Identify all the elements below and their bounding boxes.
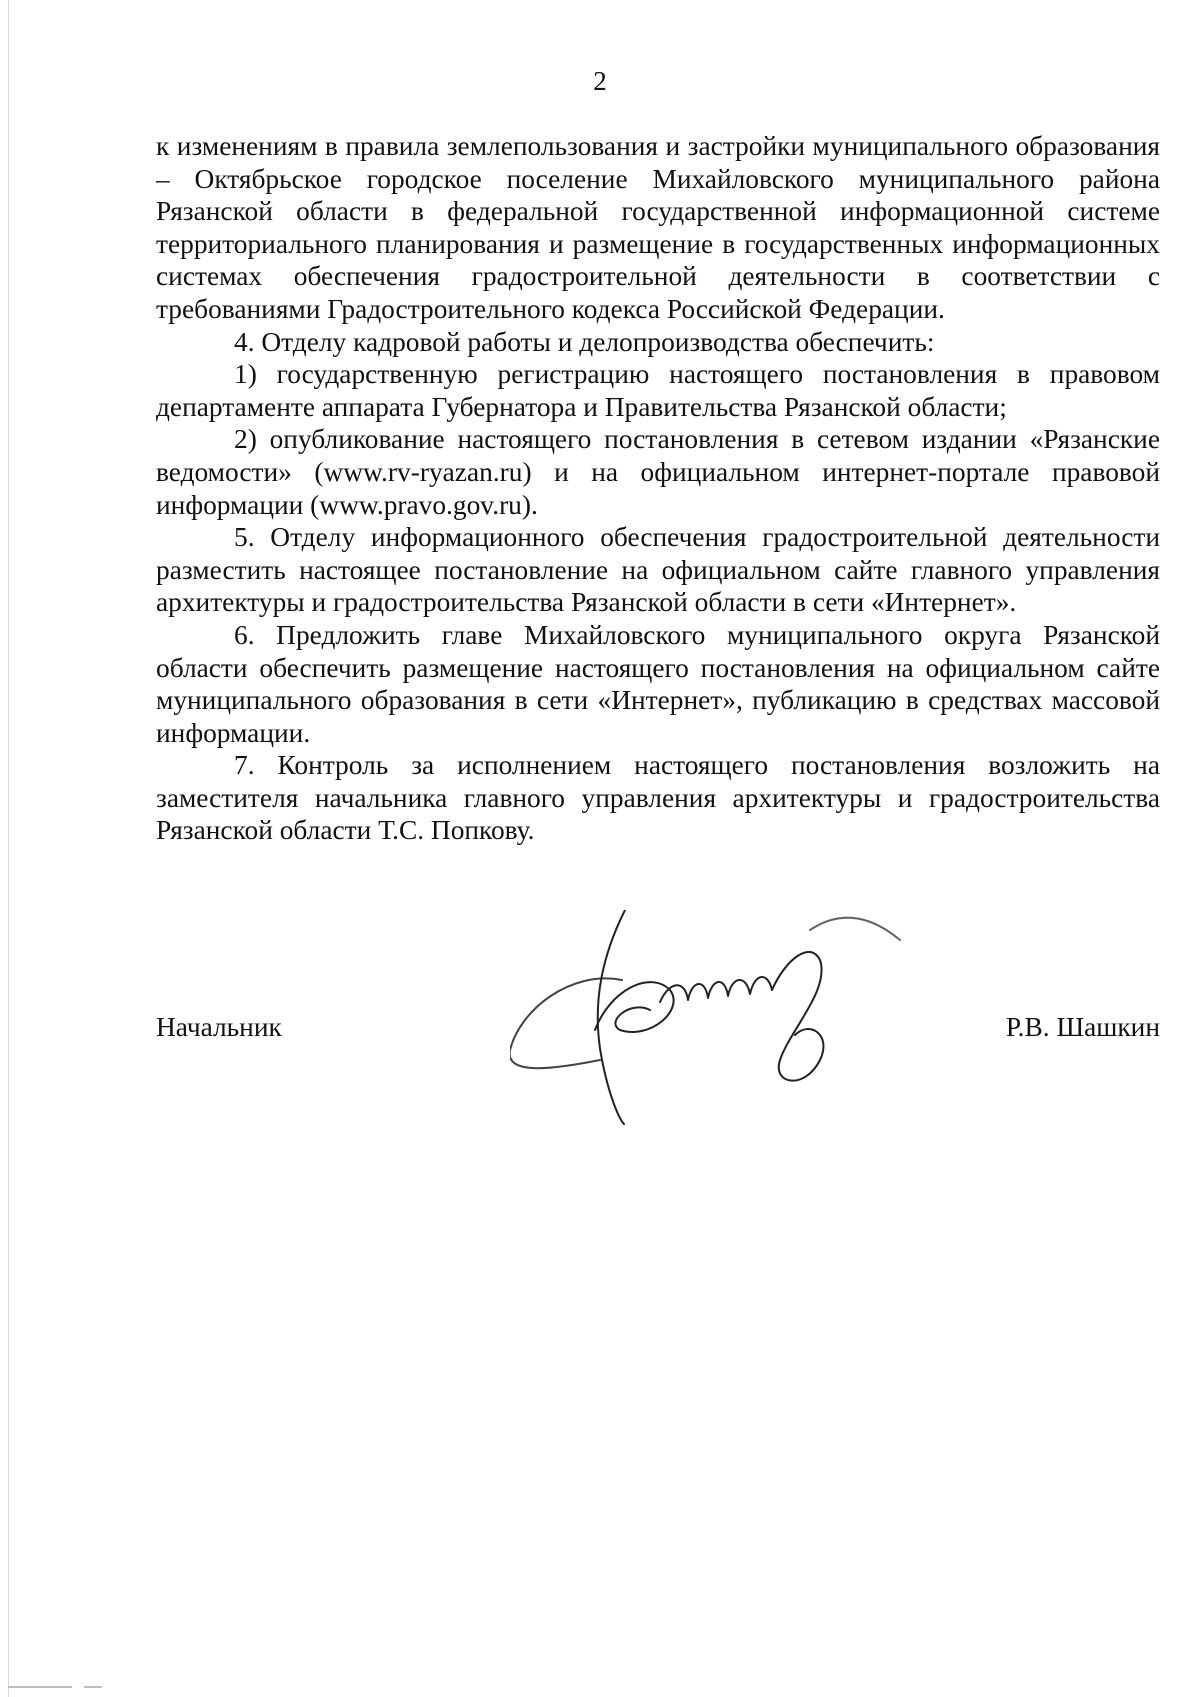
paragraph-subitem-2: 2) опубликование настоящего постановления в сетевом издании «Рязанские ведомости» (www.rv-ryazan.ru) и на официальном интернет-портале правовой информации (www.pravo.gov.ru). bbox=[156, 424, 1160, 520]
signer-title: Начальник bbox=[156, 1012, 282, 1042]
scan-artifact bbox=[84, 1686, 102, 1688]
handwritten-signature-icon bbox=[510, 910, 970, 1130]
paragraph-item-5: 5. Отделу информационного обеспечения градостроительной деятельности разместить настоящее постановление на официальном сайте главного управления архитектуры и градостроительства Рязанской области в сети «Интернет». bbox=[156, 522, 1160, 618]
paragraph-item-4: 4. Отделу кадровой работы и делопроизводства обеспечить: bbox=[234, 326, 935, 357]
signer-name: Р.В. Шашкин bbox=[1005, 1012, 1160, 1042]
paragraph-subitem-1: 1) государственную регистрацию настоящего постановления в правовом департаменте аппарата Губернатора и Правительства Рязанской области; bbox=[156, 359, 1160, 422]
page-number: 2 bbox=[593, 66, 607, 96]
paragraph-item-7: 7. Контроль за исполнением настоящего постановления возложить на заместителя начальника главного управления архитектуры и градостроительства Рязанской области Т.С. Попкову. bbox=[156, 750, 1160, 846]
paragraph-continuation: к изменениям в правила землепользования и застройки муниципального образования – Октябрьское городское поселение Михайловского муниципального района Рязанской области в федеральной государственной информационной системе территориального планирования и размещение в государственных информационных системах обеспечения градостроительной деятельности в соответствии с требованиями Градостроительного кодекса Российской Федерации. bbox=[156, 131, 1160, 324]
scan-artifact bbox=[8, 1686, 72, 1688]
document-body bbox=[156, 130, 1160, 847]
paragraph-item-6: 6. Предложить главе Михайловского муниципального округа Рязанской области обеспечить размещение настоящего постановления на официальном сайте муниципального образования в сети «Интернет», публикацию в средствах массовой информации. bbox=[156, 619, 1160, 748]
scan-edge-line bbox=[8, 0, 9, 1697]
